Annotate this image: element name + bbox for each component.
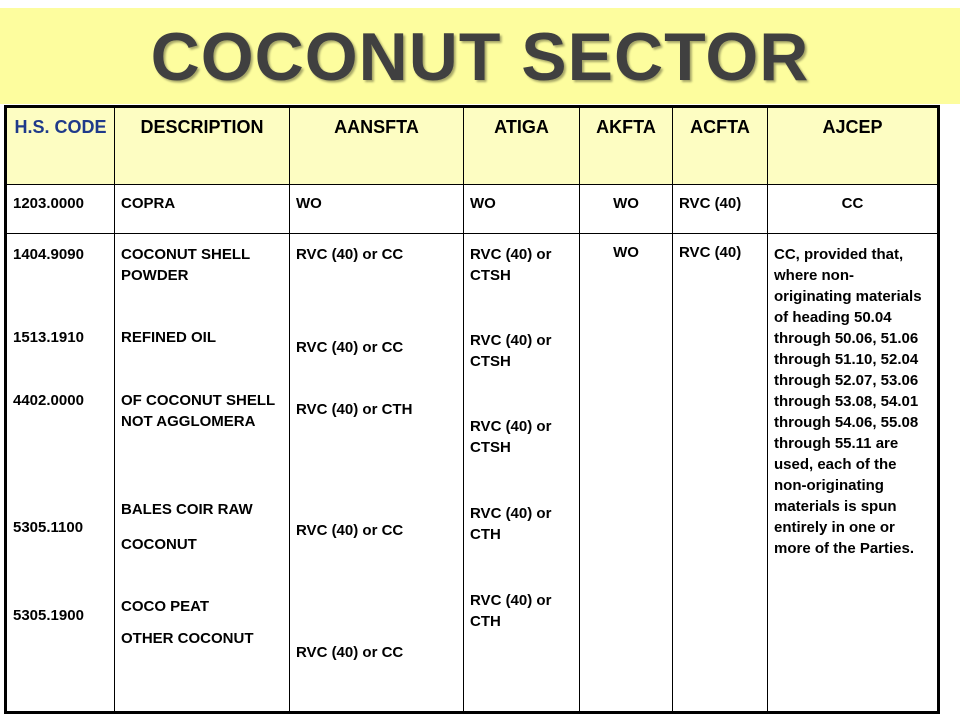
- description-item: BALES COIR RAW: [121, 501, 253, 518]
- atiga-rule: RVC (40) or CTH: [470, 592, 552, 630]
- description-item: COCONUT SHELL POWDER: [121, 246, 250, 284]
- hs-code-cell: [6, 234, 115, 713]
- header-aansfta: AANSFTA: [290, 107, 464, 185]
- ajcep-cell: CC: [768, 185, 939, 234]
- hs-code: 5305.1900: [13, 607, 84, 624]
- header-row: [6, 107, 939, 185]
- header-hs-code: H.S. CODE: [6, 107, 115, 185]
- aansfta-rule: RVC (40) or CC: [296, 522, 404, 539]
- table-row: [6, 234, 939, 713]
- description-item: OF COCONUT SHELL NOT AGGLOMERA: [121, 392, 275, 430]
- aansfta-cell: [290, 234, 464, 713]
- atiga-rule: RVC (40) or CTH: [470, 505, 552, 543]
- hs-code: 4402.0000: [13, 392, 84, 409]
- header-atiga: ATIGA: [464, 107, 580, 185]
- page-title: COCONUT SECTOR: [150, 19, 810, 95]
- description-cell: COPRA: [115, 185, 290, 234]
- header-ajcep: AJCEP: [768, 107, 939, 185]
- description-item: REFINED OIL: [121, 329, 217, 346]
- atiga-cell: [464, 234, 580, 713]
- ajcep-cell: CC, provided that, where non-originating materials of heading 50.04 through 50.06, 51.06 through 51.10, 52.04 through 52.07, 53.06 through 53.08, 54.01 through 54.06, 55.08 through 55.11 are used, each of the non-originating materials is spun entirely in one or more of the Parties.: [768, 234, 939, 713]
- hs-code: 1404.9090: [13, 246, 84, 263]
- aansfta-rule: RVC (40) or CC: [296, 339, 404, 356]
- hs-code: 5305.1100: [13, 519, 84, 536]
- atiga-rule: RVC (40) or CTSH: [470, 418, 552, 456]
- akfta-cell: WO: [580, 185, 673, 234]
- hs-code-cell: 1203.0000: [6, 185, 115, 234]
- description-item: COCO PEAT: [121, 598, 210, 615]
- acfta-cell: RVC (40): [673, 185, 768, 234]
- header-acfta: ACFTA: [673, 107, 768, 185]
- akfta-cell: WO: [580, 234, 673, 713]
- acfta-cell: RVC (40): [673, 234, 768, 713]
- hs-code: 1513.1910: [13, 329, 84, 346]
- aansfta-rule: RVC (40) or CC: [296, 644, 404, 661]
- aansfta-cell: WO: [290, 185, 464, 234]
- header-description: DESCRIPTION: [115, 107, 290, 185]
- table-row: [6, 185, 939, 234]
- header-akfta: AKFTA: [580, 107, 673, 185]
- aansfta-rule: RVC (40) or CC: [296, 246, 404, 263]
- atiga-rule: RVC (40) or CTSH: [470, 332, 552, 370]
- atiga-rule: RVC (40) or CTSH: [470, 246, 552, 284]
- description-item: COCONUT: [121, 536, 197, 553]
- description-cell: [115, 234, 290, 713]
- description-item: OTHER COCONUT: [121, 630, 254, 647]
- atiga-cell: WO: [464, 185, 580, 234]
- aansfta-rule: RVC (40) or CTH: [296, 401, 413, 418]
- rules-of-origin-table: [4, 105, 940, 714]
